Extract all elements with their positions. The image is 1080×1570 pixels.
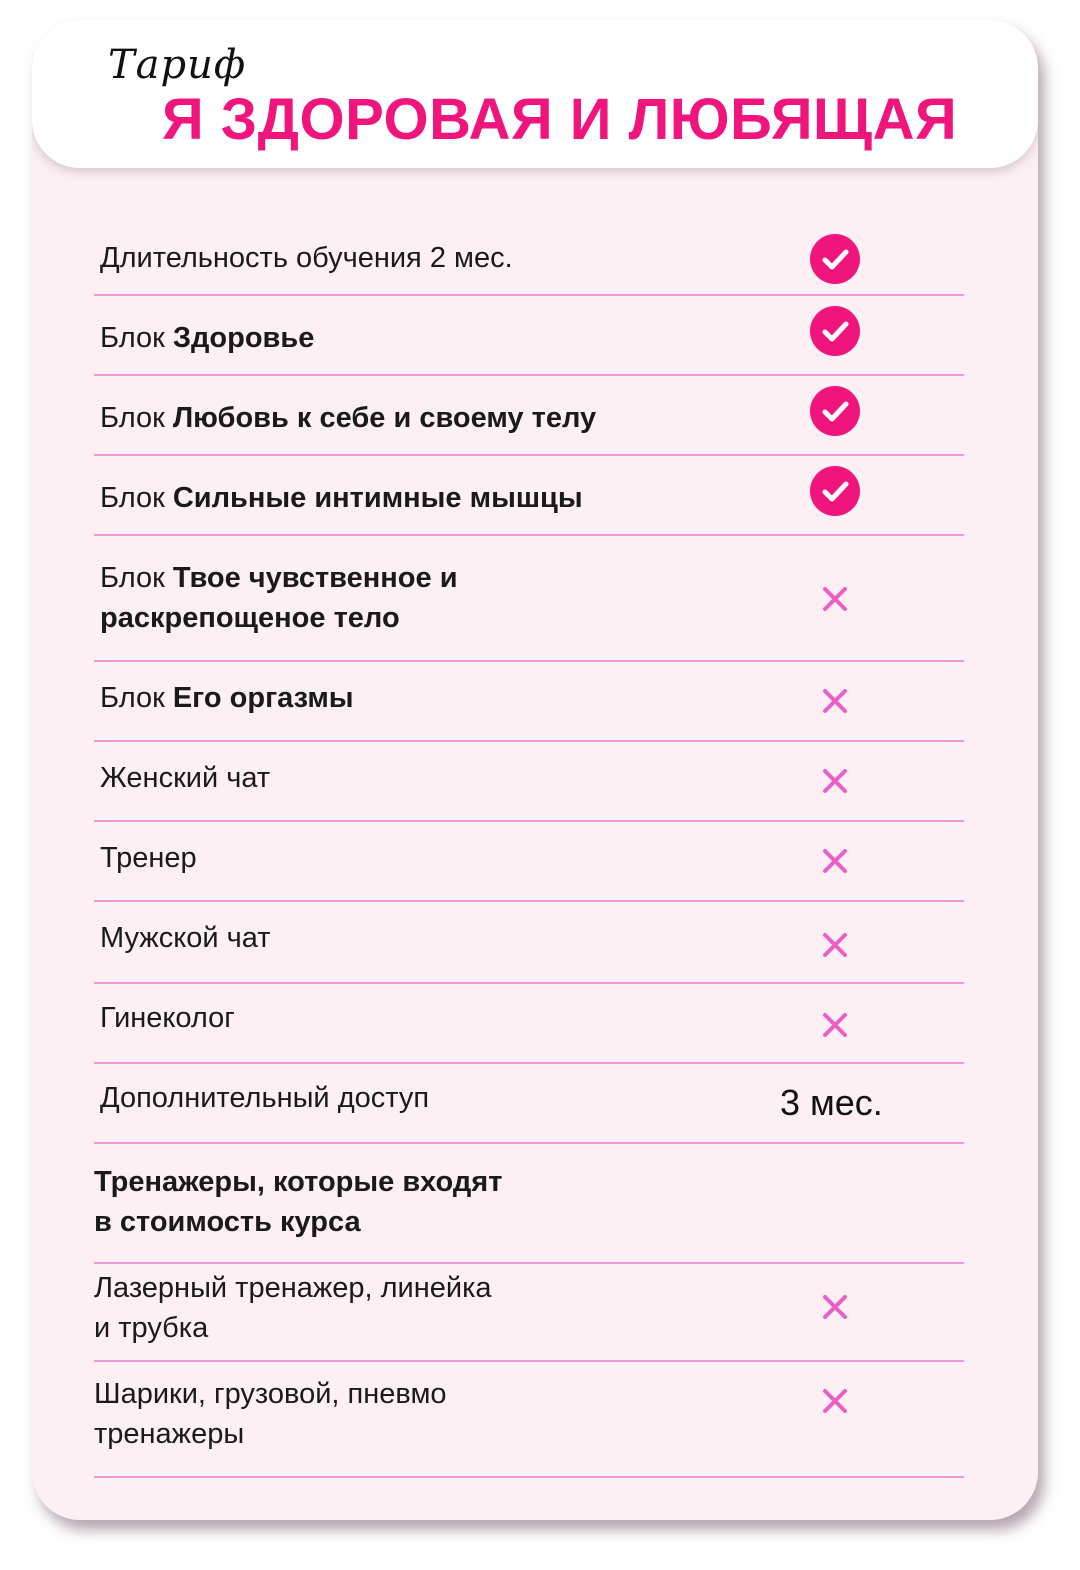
trainer-row-laser (94, 1264, 964, 1362)
feature-row-gynecologist (94, 984, 964, 1064)
feature-label: Блок Здоровье (100, 322, 315, 354)
feature-label: Гинеколог (100, 1002, 235, 1034)
check-circle-icon (810, 306, 860, 356)
trainer-label: Шарики, грузовой, пневмо тренажеры (94, 1378, 447, 1450)
feature-row-sensual-body (94, 536, 964, 662)
feature-row-duration (94, 216, 964, 296)
feature-row-muscles (94, 456, 964, 536)
feature-row-self-love (94, 376, 964, 456)
cross-icon (822, 848, 848, 874)
check-circle-icon (810, 466, 860, 516)
feature-label: Блок Его оргазмы (100, 682, 354, 714)
cross-icon (822, 1012, 848, 1038)
feature-label: Тренер (100, 842, 197, 874)
tariff-card (32, 20, 1038, 1520)
feature-row-extra-access (94, 1064, 964, 1144)
cross-icon (822, 586, 848, 612)
feature-label: Блок Твое чувственное и раскрепощеное тело (100, 562, 458, 634)
trainer-row-balls (94, 1362, 964, 1478)
feature-label: Блок Любовь к себе и своему телу (100, 402, 597, 434)
tariff-subtitle: Тариф (108, 42, 247, 88)
extra-access-value: 3 мес. (780, 1082, 883, 1123)
feature-label: Мужской чат (100, 922, 271, 954)
feature-row-men-chat (94, 902, 964, 984)
cross-icon (822, 688, 848, 714)
cross-icon (822, 1388, 848, 1414)
feature-row-health (94, 296, 964, 376)
feature-label: Длительность обучения 2 мес. (100, 242, 513, 274)
feature-row-his-orgasms (94, 662, 964, 742)
trainers-heading: Тренажеры, которые входят в стоимость курса (94, 1166, 503, 1238)
feature-row-coach (94, 822, 964, 902)
cross-icon (822, 1294, 848, 1320)
tariff-header (32, 20, 1038, 168)
feature-row-women-chat (94, 742, 964, 822)
check-circle-icon (810, 386, 860, 436)
trainer-label: Лазерный тренажер, линейка и трубка (94, 1272, 492, 1344)
trainers-heading-row (94, 1144, 964, 1264)
feature-label: Дополнительный доступ (100, 1082, 430, 1114)
check-circle-icon (810, 234, 860, 284)
cross-icon (822, 932, 848, 958)
cross-icon (822, 768, 848, 794)
tariff-title: Я ЗДОРОВАЯ И ЛЮБЯЩАЯ (162, 87, 958, 152)
feature-label: Женский чат (100, 762, 271, 794)
feature-label: Блок Сильные интимные мышцы (100, 482, 583, 514)
